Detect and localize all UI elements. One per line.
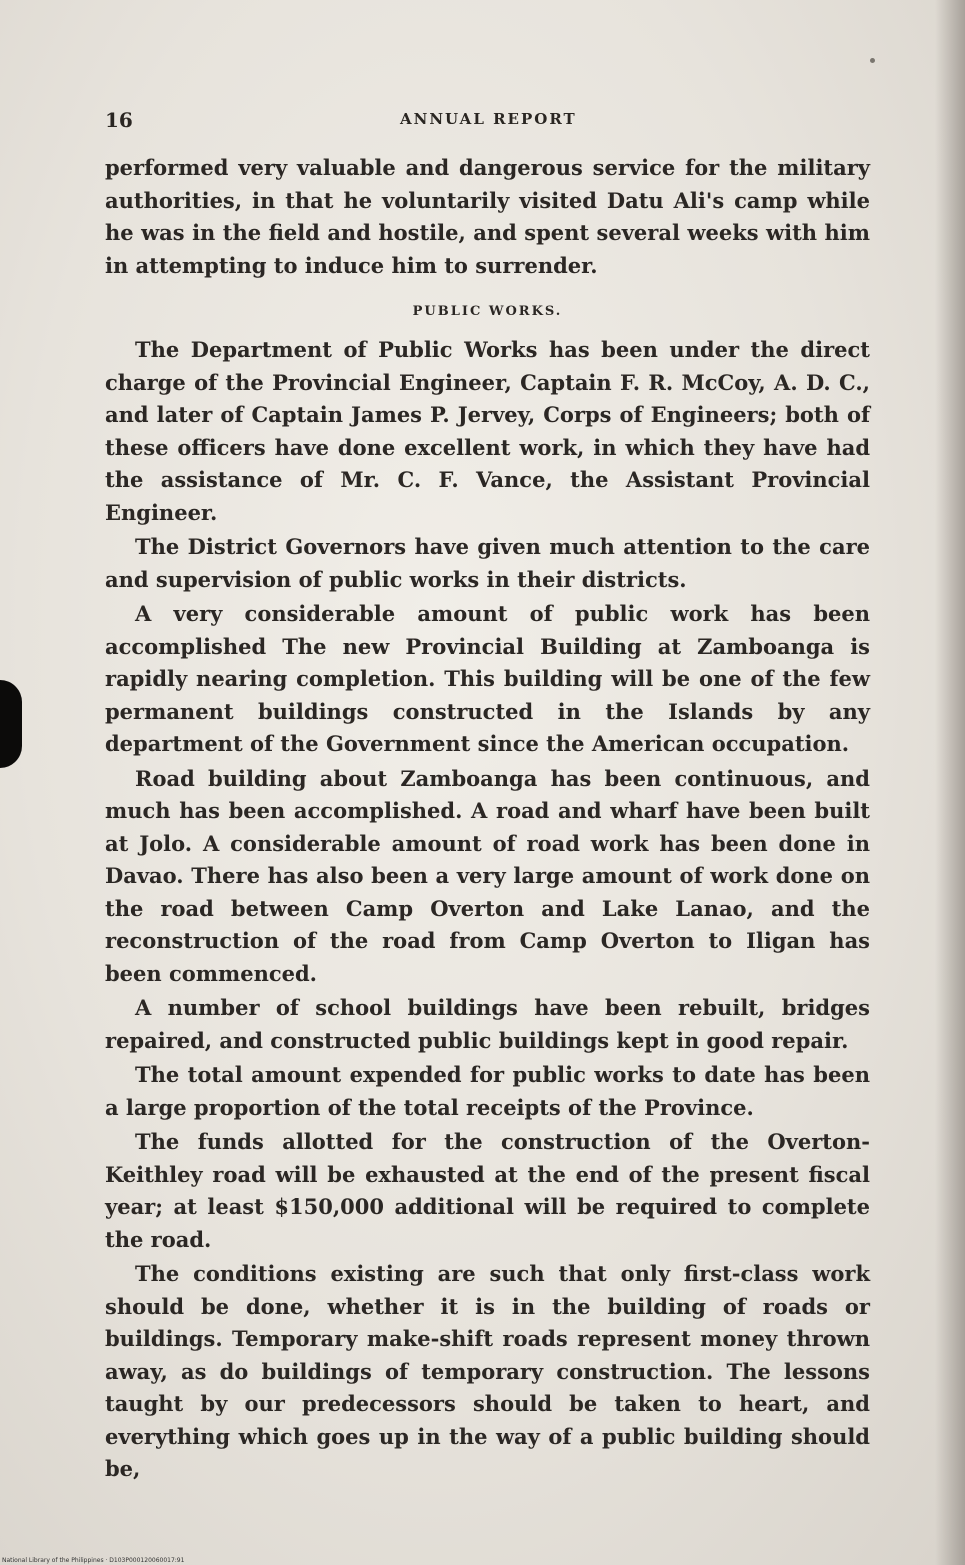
page-number: 16 (105, 108, 133, 132)
continuation-paragraph: performed very valuable and dangerous service for the military authorities, in that he voluntarily visited Datu Ali's camp while he was in the field and hostile, and spent several weeks with him in attempting to induce him to surrender. (105, 155, 870, 278)
paragraph-3: A very considerable amount of public work has been accomplished The new Provincial Building at Zamboanga is rapidly nearing completion. This building will be one of the few permanent buildings constructed in the Islands by any department of the Government since the American occupation. (105, 601, 870, 756)
scan-credit: National Library of the Philippines · D103P000120060017:91 (2, 1557, 185, 1564)
binding-mark (0, 680, 22, 768)
paragraph-2: The District Governors have given much attention to the care and supervision of public works in their districts. (105, 534, 870, 592)
paragraph-8: The conditions existing are such that only first-class work should be done, whether it is in the building of roads or buildings. Temporary make-shift roads represent money thrown away, as do buildings of temporary construction. The lessons taught by our predecessors should be taken to heart, and everything which goes up in the way of a public building should be, (105, 1261, 870, 1481)
paragraph-1: The Department of Public Works has been under the direct charge of the Provincial Engineer, Captain F. R. McCoy, A. D. C., and later of Captain James P. Jervey, Corps of Engineers; both of these officers have done excellent work, in which they have had the assistance of Mr. C. F. Vance, the Assistant Provincial Engineer. (105, 337, 870, 525)
paragraph-4: Road building about Zamboanga has been continuous, and much has been accomplished. A road and wharf have been built at Jolo. A considerable amount of road work has been done in Davao. There has also been a very large amount of work done on the road between Camp Overton and Lake Lanao, and the reconstruction of the road from Camp Overton to Iligan has been commenced. (105, 765, 870, 986)
paragraph-5: A number of school buildings have been rebuilt, bridges repaired, and constructed public buildings kept in good repair. (105, 995, 870, 1053)
section-heading: PUBLIC WORKS. (412, 304, 563, 319)
page-edge-shadow (935, 0, 965, 1565)
body-text (105, 152, 870, 1488)
running-head-title: ANNUAL REPORT (400, 110, 577, 128)
paragraph-6: The total amount expended for public works to date has been a large proportion of the total receipts of the Province. (105, 1062, 870, 1120)
paragraph-7: The funds allotted for the construction of the Overton-Keithley road will be exhausted at the end of the present fiscal year; at least $150,000 additional will be required to complete the road. (105, 1129, 870, 1252)
running-head (105, 108, 870, 138)
scan-speck (870, 58, 875, 63)
